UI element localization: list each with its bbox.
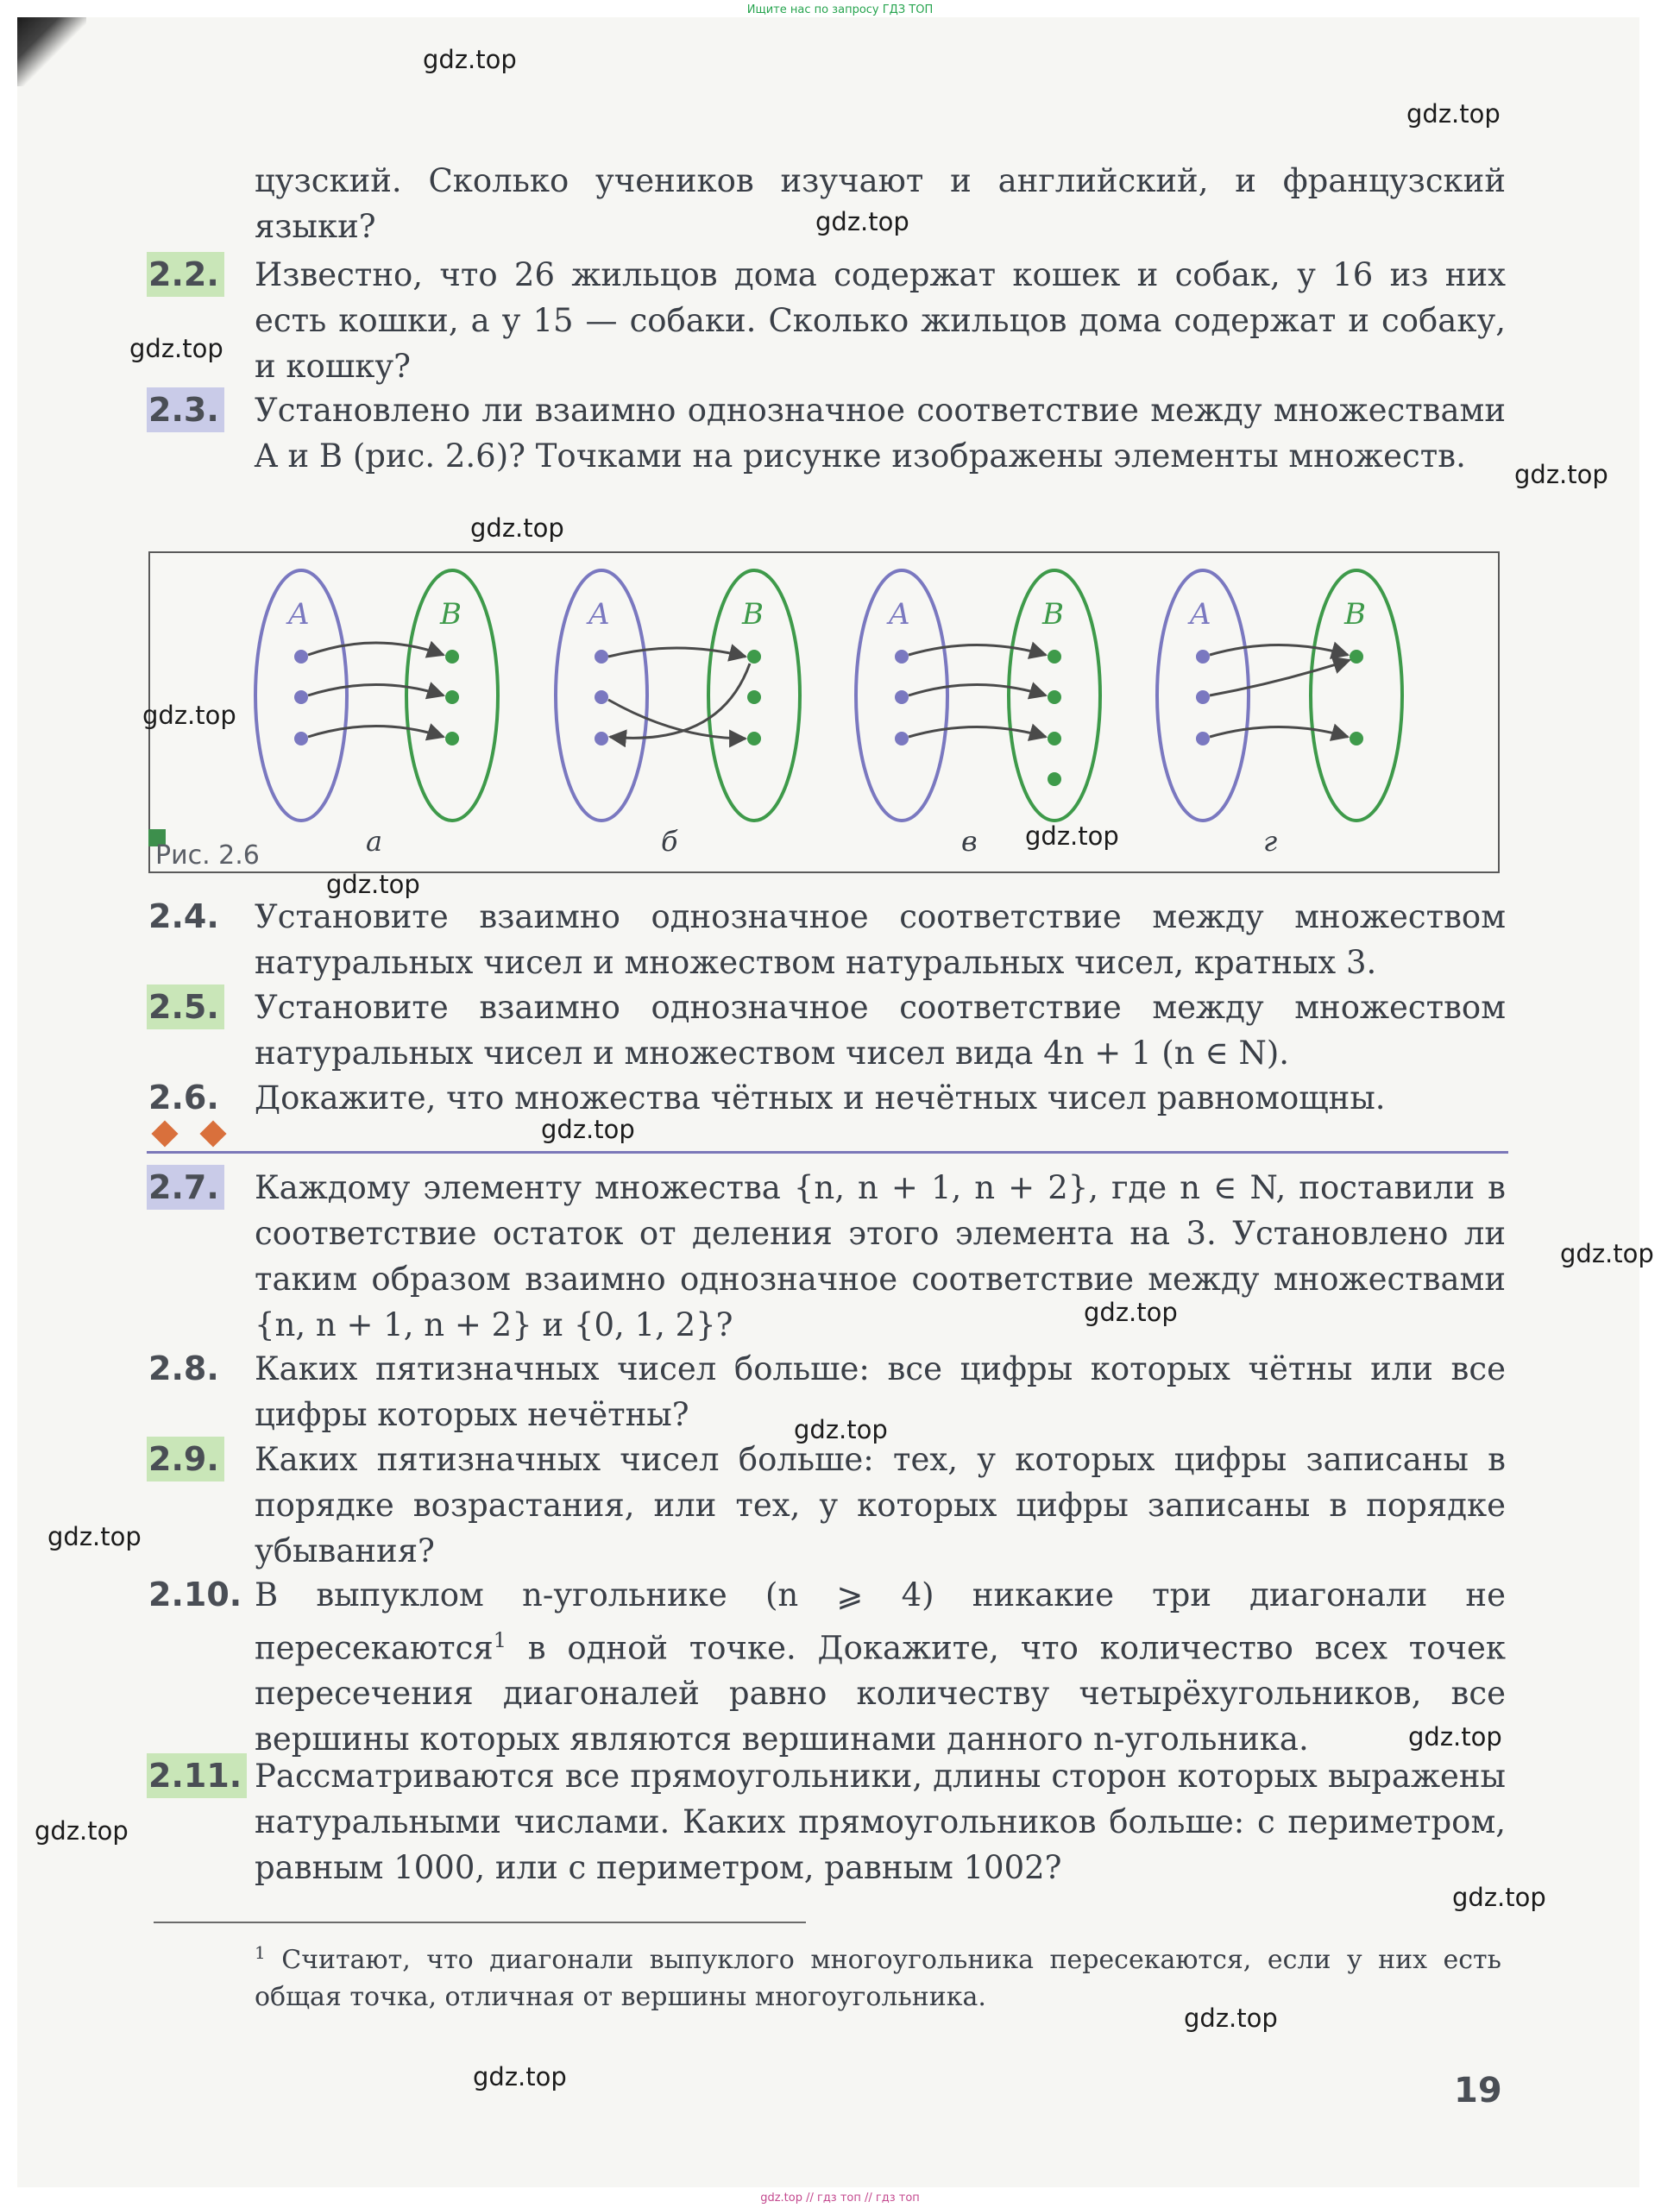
svg-text:B: B: [1344, 597, 1366, 632]
problem-2-2: [147, 252, 1506, 390]
scan-shadow: [17, 17, 86, 86]
watermark: gdz.top: [35, 1816, 129, 1846]
svg-text:B: B: [742, 597, 764, 632]
problem-number: 2.7.: [147, 1165, 224, 1210]
problem-number: 2.3.: [147, 387, 224, 432]
problem-number: 2.2.: [147, 252, 224, 297]
watermark: gdz.top: [1408, 1722, 1502, 1752]
problem-continuation: цузский. Сколько учеников изучают и английский, и французский языки?: [255, 162, 1506, 245]
problem-number: 2.10.: [148, 1576, 242, 1614]
watermark: gdz.top: [1084, 1298, 1178, 1327]
svg-text:B: B: [1042, 597, 1064, 632]
sublabel-b: б: [661, 825, 678, 858]
problem-text: Каждому элементу множества {n, n + 1, n + 2}, где n ∈ N, поставили в соответствие остаток от деления этого элемента на 3. Установлено ли таким образом взаимно однозначное соответствие между множествами {n, n + 1, n + 2} и {0, 1, 2}?: [255, 1169, 1506, 1343]
problem-text: Известно, что 26 жильцов дома содержат кошек и собак, у 16 из них есть кошки, а у 15 — собаки. Сколько жильцов дома содержат и собаку, и кошку?: [255, 256, 1506, 385]
figure-2-6: [148, 551, 1500, 873]
diagram-g: [1157, 570, 1402, 821]
problem-text: Каких пятизначных чисел больше: тех, у которых цифры записаны в порядке возрастания, или тех, у которых цифры записаны в порядке убывания?: [255, 1441, 1506, 1570]
footnote-rule: [154, 1922, 806, 1923]
bottom-note: gdz.top // гдз топ // гдз топ: [760, 2192, 920, 2205]
footnote-mark: 1: [255, 1942, 266, 1963]
footnote-ref: 1: [493, 1628, 507, 1652]
problem-number: 2.8.: [148, 1349, 219, 1387]
problem-2-7: [147, 1165, 1506, 1348]
problem-number: 2.6.: [148, 1079, 219, 1117]
watermark: gdz.top: [326, 870, 420, 899]
problem-2-4: [147, 894, 1506, 985]
footnote: [255, 1934, 1501, 2016]
watermark: gdz.top: [470, 513, 564, 543]
problem-number: 2.5.: [147, 984, 224, 1029]
watermark: gdz.top: [1025, 821, 1119, 851]
problem-number: 2.4.: [148, 897, 219, 935]
sublabel-a: а: [366, 825, 383, 858]
set-b-label: B: [440, 597, 462, 632]
watermark: gdz.top: [1514, 460, 1608, 489]
problem-number: 2.11.: [147, 1753, 247, 1798]
watermark: gdz.top: [423, 45, 517, 74]
top-note: Ищите нас по запросу ГДЗ ТОП: [746, 3, 934, 16]
problem-2-10: [147, 1572, 1506, 1758]
watermark: gdz.top: [794, 1415, 888, 1444]
diagram-v: [856, 570, 1100, 821]
watermark: gdz.top: [129, 334, 223, 363]
problem-text-before: В выпуклом n-угольнике (n ⩾ 4) никакие три диагонали не пересекаются: [255, 1576, 1506, 1667]
problem-2-5: [147, 984, 1506, 1076]
svg-text:A: A: [1190, 597, 1211, 632]
watermark: gdz.top: [47, 1522, 142, 1551]
watermark: gdz.top: [815, 207, 909, 236]
problem-2-11: [147, 1753, 1506, 1890]
watermark: gdz.top: [1452, 1883, 1546, 1912]
problem-2-3: [147, 387, 1506, 525]
sublabel-g: г: [1263, 825, 1278, 858]
watermark: gdz.top: [1406, 99, 1501, 129]
problem-text: [255, 1572, 1506, 1762]
problem-text: Установите взаимно однозначное соответствие между множеством натуральных чисел и множеством натуральных чисел, кратных 3.: [255, 898, 1506, 981]
problem-2-6: [147, 1075, 1506, 1121]
watermark: gdz.top: [541, 1115, 635, 1144]
watermark: gdz.top: [142, 701, 236, 730]
section-divider: [147, 1151, 1508, 1154]
watermark: gdz.top: [473, 2062, 567, 2092]
svg-text:A: A: [588, 597, 610, 632]
footnote-text: Считают, что диагонали выпуклого многоугольника пересекаются, если у них есть общая точка, отличная от вершины многоугольника.: [255, 1945, 1501, 2012]
problem-text: Докажите, что множества чётных и нечётных чисел равномощны.: [255, 1079, 1386, 1117]
problem-text-after: в одной точке. Докажите, что количество всех точек пересечения диагоналей равно количеству четырёхугольников, все вершины которых являются вершинами данного n-угольника.: [255, 1629, 1506, 1758]
problem-number: 2.9.: [147, 1437, 224, 1481]
watermark: gdz.top: [1560, 1239, 1654, 1268]
problem-text: Рассматриваются все прямоугольники, длины сторон которых выражены натуральными числами. Каких прямоугольников больше: с периметром, равным 1000, или с периметром, равным 1002?: [255, 1758, 1506, 1886]
sublabel-v: в: [961, 825, 978, 858]
figure-caption: Рис. 2.6: [155, 840, 260, 871]
page-number: 19: [1454, 2071, 1502, 2110]
problem-text: Установите взаимно однозначное соответствие между множеством натуральных чисел и множеством чисел вида 4n + 1 (n ∈ N).: [255, 989, 1506, 1072]
problem-text: Каких пятизначных чисел больше: все цифры которых чётны или все цифры которых нечётны?: [255, 1350, 1506, 1433]
set-a-label: A: [288, 597, 310, 632]
problem-2-9: [147, 1437, 1506, 1574]
set-mapping-diagram: [150, 553, 1498, 871]
problem-text: Установлено ли взаимно однозначное соответствие между множествами A и B (рис. 2.6)? Точками на рисунке изображены элементы множеств.: [255, 392, 1506, 475]
diagram-b: [556, 570, 800, 821]
watermark: gdz.top: [1184, 2004, 1278, 2033]
diagram-a: [255, 570, 498, 821]
svg-text:A: A: [889, 597, 910, 632]
